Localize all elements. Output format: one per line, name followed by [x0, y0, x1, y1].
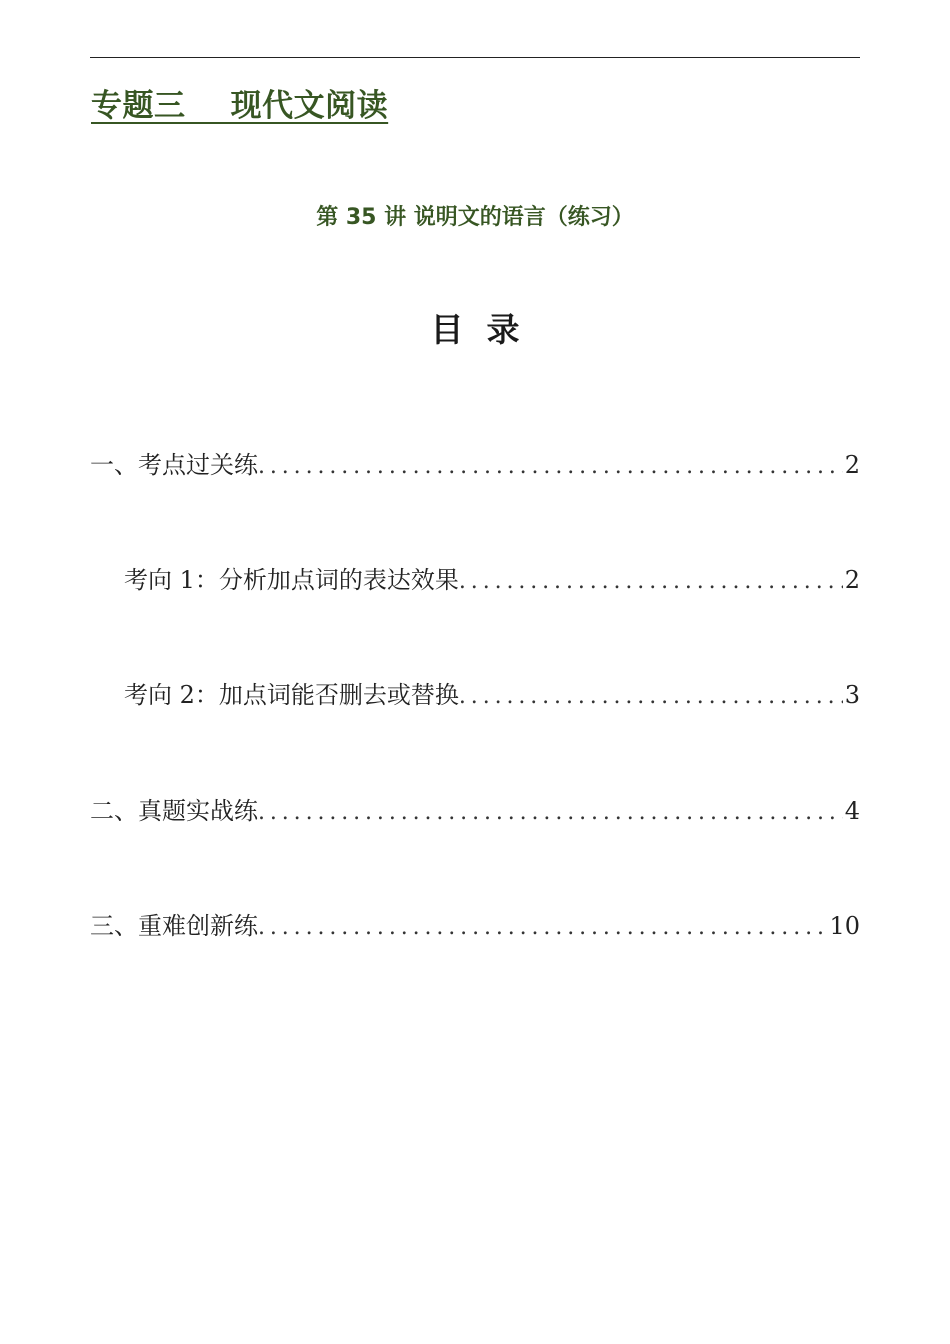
- lecture-title: 第 35 讲 说明文的语言（练习）: [316, 205, 634, 230]
- toc-entry-kaodian[interactable]: [90, 447, 860, 483]
- toc-entry-kaoxiang-1[interactable]: [124, 562, 860, 598]
- toc-entry-kaoxiang-2[interactable]: [124, 677, 860, 713]
- toc-dot-leader: [258, 449, 843, 485]
- toc-page-number: 4: [844, 797, 860, 825]
- toc-entry-zhenti[interactable]: [90, 793, 860, 829]
- header-rule: [90, 57, 860, 58]
- toc-page-number: 10: [829, 912, 860, 940]
- toc-entry-label: 考向 2：加点词能否删去或替换: [124, 681, 459, 709]
- topic-title: 专题三 现代文阅读: [91, 88, 389, 124]
- toc-heading: 目 录: [430, 310, 520, 349]
- toc-page-number: 3: [844, 681, 860, 709]
- toc-entry-zhongnan[interactable]: [90, 908, 860, 944]
- toc-entry-label: 二、真题实战练: [90, 797, 258, 825]
- toc-entry-label: 考向 1：分析加点词的表达效果: [124, 566, 459, 594]
- toc-entry-label: 三、重难创新练: [90, 912, 258, 940]
- toc-dot-leader: [459, 679, 843, 715]
- toc-page-number: 2: [844, 566, 860, 594]
- toc-page-number: 2: [844, 451, 860, 479]
- toc-dot-leader: [258, 795, 843, 831]
- toc-dot-leader: [258, 910, 827, 946]
- toc-dot-leader: [459, 564, 843, 600]
- toc-entry-label: 一、考点过关练: [90, 451, 258, 479]
